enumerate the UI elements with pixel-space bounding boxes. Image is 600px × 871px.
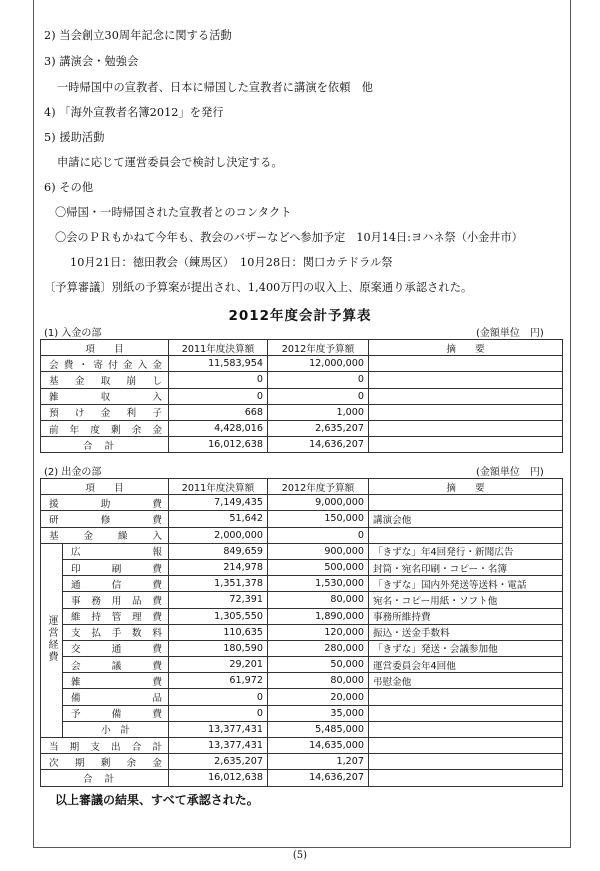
row-item: 当期支出合計 [41, 738, 169, 754]
table-row [41, 543, 563, 559]
row-actual: 61,972 [169, 673, 268, 689]
row-actual: 0 [169, 689, 268, 705]
row-actual: 7,149,435 [169, 495, 268, 511]
row-item: 予備費 [63, 705, 169, 721]
expense-unit-label: (金額単位 円) [476, 467, 544, 478]
row-budget: 500,000 [268, 559, 369, 575]
table-row [41, 657, 563, 673]
item-5-support: 5) 援助活動 [44, 131, 105, 144]
total-actual: 16,012,638 [169, 770, 268, 786]
row-budget: 9,000,000 [268, 495, 369, 511]
budget-table-title: 2012年度会計予算表 [228, 308, 372, 324]
item-5-detail: 申請に応じて運営委員会で検討し決定する。 [57, 156, 283, 169]
row-item: 基金取崩し [41, 372, 169, 388]
row-note: 宛名・コピー用紙・ソフト他 [369, 592, 563, 608]
row-item: 基金繰入 [41, 527, 169, 543]
operating-expenses-text: 運営経費 [46, 614, 57, 663]
expense-table [40, 478, 563, 787]
conclusion-text: 以上審議の結果、すべて承認された。 [55, 793, 259, 807]
row-budget: 80,000 [268, 592, 369, 608]
subtotal-budget: 5,485,000 [268, 721, 369, 737]
row-note [369, 388, 563, 404]
total-label: 合計 [41, 770, 169, 786]
table-row [41, 689, 563, 705]
row-actual: 13,377,431 [169, 738, 268, 754]
row-actual: 29,201 [169, 657, 268, 673]
row-note [369, 372, 563, 388]
item-3-lectures: 3) 講演会・勉強会 [44, 55, 139, 68]
header-actual-2011: 2011年度決算額 [169, 479, 268, 495]
subtotal-row [41, 721, 563, 737]
row-note: 弔慰金他 [369, 673, 563, 689]
table-row [41, 495, 563, 511]
row-item: 雑収入 [41, 388, 169, 404]
row-item: 会議費 [63, 657, 169, 673]
table-row [41, 608, 563, 624]
table-row [41, 673, 563, 689]
row-item: 前年度剰余金 [41, 420, 169, 436]
income-header-row [41, 340, 563, 356]
row-actual: 51,642 [169, 511, 268, 527]
table-row [41, 511, 563, 527]
row-item: 事務用品費 [63, 592, 169, 608]
row-item: 支払手数料 [63, 624, 169, 640]
row-actual: 1,351,378 [169, 576, 268, 592]
row-actual: 11,583,954 [169, 356, 268, 372]
row-actual: 180,590 [169, 640, 268, 656]
row-actual: 214,978 [169, 559, 268, 575]
item-6-bazaar-dates: 10月21日：徳田教会（練馬区） 10月28日：関口カテドラル祭 [70, 256, 393, 269]
subtotal-note [369, 721, 563, 737]
header-item: 項 目 [41, 340, 169, 356]
row-actual: 668 [169, 404, 268, 420]
operating-expenses-label [41, 543, 63, 737]
row-item: 維持管理費 [63, 608, 169, 624]
row-item: 会費・寄付金入金 [41, 356, 169, 372]
expense-header-row [41, 479, 563, 495]
row-budget: 50,000 [268, 657, 369, 673]
row-budget: 80,000 [268, 673, 369, 689]
row-budget: 280,000 [268, 640, 369, 656]
row-budget: 1,530,000 [268, 576, 369, 592]
income-unit-label: (金額単位 円) [476, 328, 544, 339]
expense-section-label: (2) 出金の部 [44, 467, 102, 478]
total-budget: 14,636,207 [268, 437, 369, 453]
row-item: 援助費 [41, 495, 169, 511]
row-budget: 0 [268, 527, 369, 543]
budget-deliberation: 〔予算審議〕別紙の予算案が提出され、1,400万円の収入上、原案通り承認された。 [44, 281, 473, 294]
row-budget: 2,635,207 [268, 420, 369, 436]
table-row [41, 576, 563, 592]
table-row [41, 388, 563, 404]
row-item: 研修費 [41, 511, 169, 527]
row-note: 講演会他 [369, 511, 563, 527]
row-budget: 150,000 [268, 511, 369, 527]
row-item: 預け金利子 [41, 404, 169, 420]
total-label: 合計 [41, 437, 169, 453]
total-note [369, 437, 563, 453]
row-actual: 0 [169, 372, 268, 388]
row-note [369, 689, 563, 705]
table-row [41, 624, 563, 640]
header-actual-2011: 2011年度決算額 [169, 340, 268, 356]
header-budget-2012: 2012年度予算額 [268, 479, 369, 495]
row-note: 「きずな」発送・会議参加他 [369, 640, 563, 656]
table-row [41, 738, 563, 754]
row-note: 運営委員会年4回他 [369, 657, 563, 673]
subtotal-actual: 13,377,431 [169, 721, 268, 737]
row-actual: 72,391 [169, 592, 268, 608]
row-budget: 35,000 [268, 705, 369, 721]
row-note: 振込・送金手数料 [369, 624, 563, 640]
row-actual: 2,000,000 [169, 527, 268, 543]
row-note [369, 495, 563, 511]
income-section-label: (1) 入金の部 [44, 328, 102, 339]
income-table [40, 339, 563, 453]
table-row [41, 527, 563, 543]
row-item: 通信費 [63, 576, 169, 592]
total-budget: 14,636,207 [268, 770, 369, 786]
total-actual: 16,012,638 [169, 437, 268, 453]
row-budget: 120,000 [268, 624, 369, 640]
item-6-bazaar: 〇会のＰＲもかねて今年も、教会のバザーなどへ参加予定 10月14日:ヨハネ祭（小金井市） [55, 231, 523, 244]
row-item: 次期剰余金 [41, 754, 169, 770]
item-3-detail: 一時帰国中の宣教者、日本に帰国した宣教者に講演を依頼 他 [57, 81, 374, 94]
row-note: 事務所維持費 [369, 608, 563, 624]
table-row [41, 372, 563, 388]
row-budget: 14,635,000 [268, 738, 369, 754]
row-note [369, 527, 563, 543]
row-note [369, 738, 563, 754]
table-row [41, 420, 563, 436]
table-row [41, 592, 563, 608]
item-6-other: 6) その他 [44, 181, 94, 194]
total-note [369, 770, 563, 786]
expense-total-row [41, 770, 563, 786]
table-row [41, 640, 563, 656]
table-row [41, 356, 563, 372]
table-row [41, 754, 563, 770]
row-budget: 12,000,000 [268, 356, 369, 372]
row-item: 広報 [63, 543, 169, 559]
header-budget-2012: 2012年度予算額 [268, 340, 369, 356]
row-note [369, 356, 563, 372]
row-note [369, 754, 563, 770]
row-note: 封筒・宛名印刷・コピー・名簿 [369, 559, 563, 575]
item-2-anniversary: 2) 当会創立30周年記念に関する活動 [44, 29, 232, 42]
row-actual: 1,305,550 [169, 608, 268, 624]
item-4-directory: 4) 「海外宣教者名簿2012」を発行 [44, 106, 224, 119]
row-item: 備品 [63, 689, 169, 705]
header-item: 項 目 [41, 479, 169, 495]
row-note [369, 404, 563, 420]
row-actual: 4,428,016 [169, 420, 268, 436]
subtotal-label: 小 計 [63, 721, 169, 737]
row-actual: 0 [169, 388, 268, 404]
income-total-row [41, 437, 563, 453]
table-row [41, 705, 563, 721]
header-note: 摘 要 [369, 479, 563, 495]
row-note [369, 705, 563, 721]
row-item: 交通費 [63, 640, 169, 656]
row-budget: 20,000 [268, 689, 369, 705]
row-actual: 110,635 [169, 624, 268, 640]
row-actual: 849,659 [169, 543, 268, 559]
row-item: 雑費 [63, 673, 169, 689]
table-row [41, 404, 563, 420]
row-budget: 1,000 [268, 404, 369, 420]
row-budget: 1,207 [268, 754, 369, 770]
row-actual: 0 [169, 705, 268, 721]
row-budget: 1,890,000 [268, 608, 369, 624]
row-note [369, 420, 563, 436]
row-item: 印刷費 [63, 559, 169, 575]
row-note: 「きずな」国内外発送等送料・電話 [369, 576, 563, 592]
page-number: (5) [292, 850, 308, 861]
row-actual: 2,635,207 [169, 754, 268, 770]
header-note: 摘 要 [369, 340, 563, 356]
row-budget: 0 [268, 388, 369, 404]
row-budget: 0 [268, 372, 369, 388]
table-row [41, 559, 563, 575]
row-note: 「きずな」年4回発行・新聞広告 [369, 543, 563, 559]
row-budget: 900,000 [268, 543, 369, 559]
item-6-contact: 〇帰国・一時帰国された宣教者とのコンタクト [55, 206, 292, 219]
